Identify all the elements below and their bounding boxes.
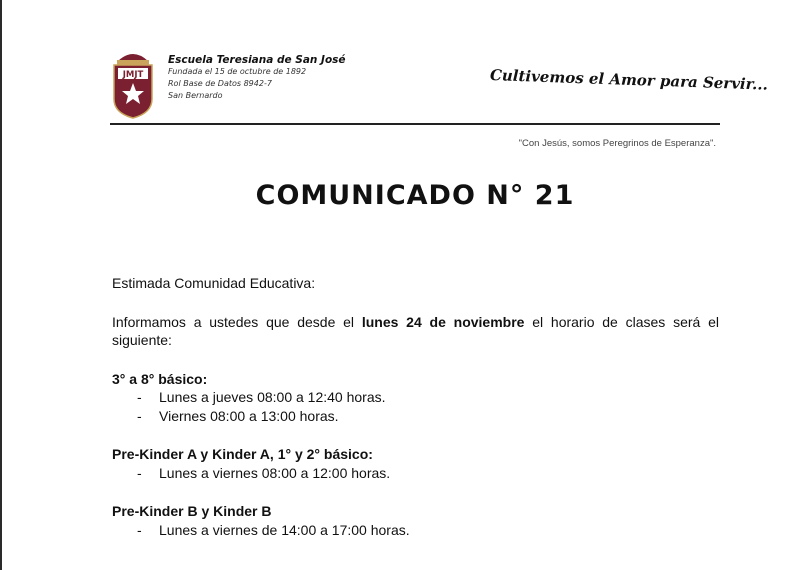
- bullet-dash: -: [137, 389, 142, 405]
- school-founded: Fundada el 15 de octubre de 1892: [168, 67, 307, 76]
- list-item: [137, 464, 390, 482]
- bullet-dash: -: [137, 522, 142, 538]
- schedule-text: Lunes a viernes de 14:00 a 17:00 horas.: [159, 522, 410, 538]
- intro-date: lunes 24 de noviembre: [361, 314, 525, 330]
- intro-before: Informamos a ustedes que desde el: [112, 314, 362, 330]
- school-motto: Cultivemos el Amor para Servir...: [489, 66, 769, 94]
- document-title: COMUNICADO N° 21: [255, 180, 575, 211]
- bullet-dash: -: [137, 408, 142, 424]
- greeting: Estimada Comunidad Educativa:: [112, 275, 316, 291]
- school-rol: Rol Base de Datos 8942-7: [168, 79, 272, 88]
- page-left-edge: [0, 0, 2, 570]
- list-item: [137, 407, 339, 425]
- list-item: [137, 388, 386, 406]
- crest-letters: JMJT: [122, 70, 144, 80]
- header-divider: [110, 123, 720, 125]
- school-city: San Bernardo: [168, 91, 223, 100]
- header-quote: "Con Jesús, somos Peregrinos de Esperanza".: [518, 138, 716, 149]
- section-heading-3-8: 3° a 8° básico:: [112, 371, 208, 387]
- schedule-text: Lunes a viernes 08:00 a 12:00 horas.: [159, 465, 391, 481]
- intro-paragraph: [112, 313, 719, 349]
- list-item: [137, 521, 410, 539]
- school-info: [168, 54, 346, 102]
- school-name: Escuela Teresiana de San José: [168, 54, 346, 66]
- section-heading-prekinder-b: Pre-Kinder B y Kinder B: [112, 503, 272, 519]
- school-crest-logo: [110, 47, 156, 119]
- schedule-text: Lunes a jueves 08:00 a 12:40 horas.: [159, 389, 386, 405]
- intro-after: el horario de clases será el siguiente:: [112, 314, 720, 348]
- bullet-dash: -: [137, 465, 142, 481]
- section-heading-prekinder-a: Pre-Kinder A y Kinder A, 1° y 2° básico:: [112, 446, 373, 462]
- schedule-text: Viernes 08:00 a 13:00 horas.: [159, 408, 339, 424]
